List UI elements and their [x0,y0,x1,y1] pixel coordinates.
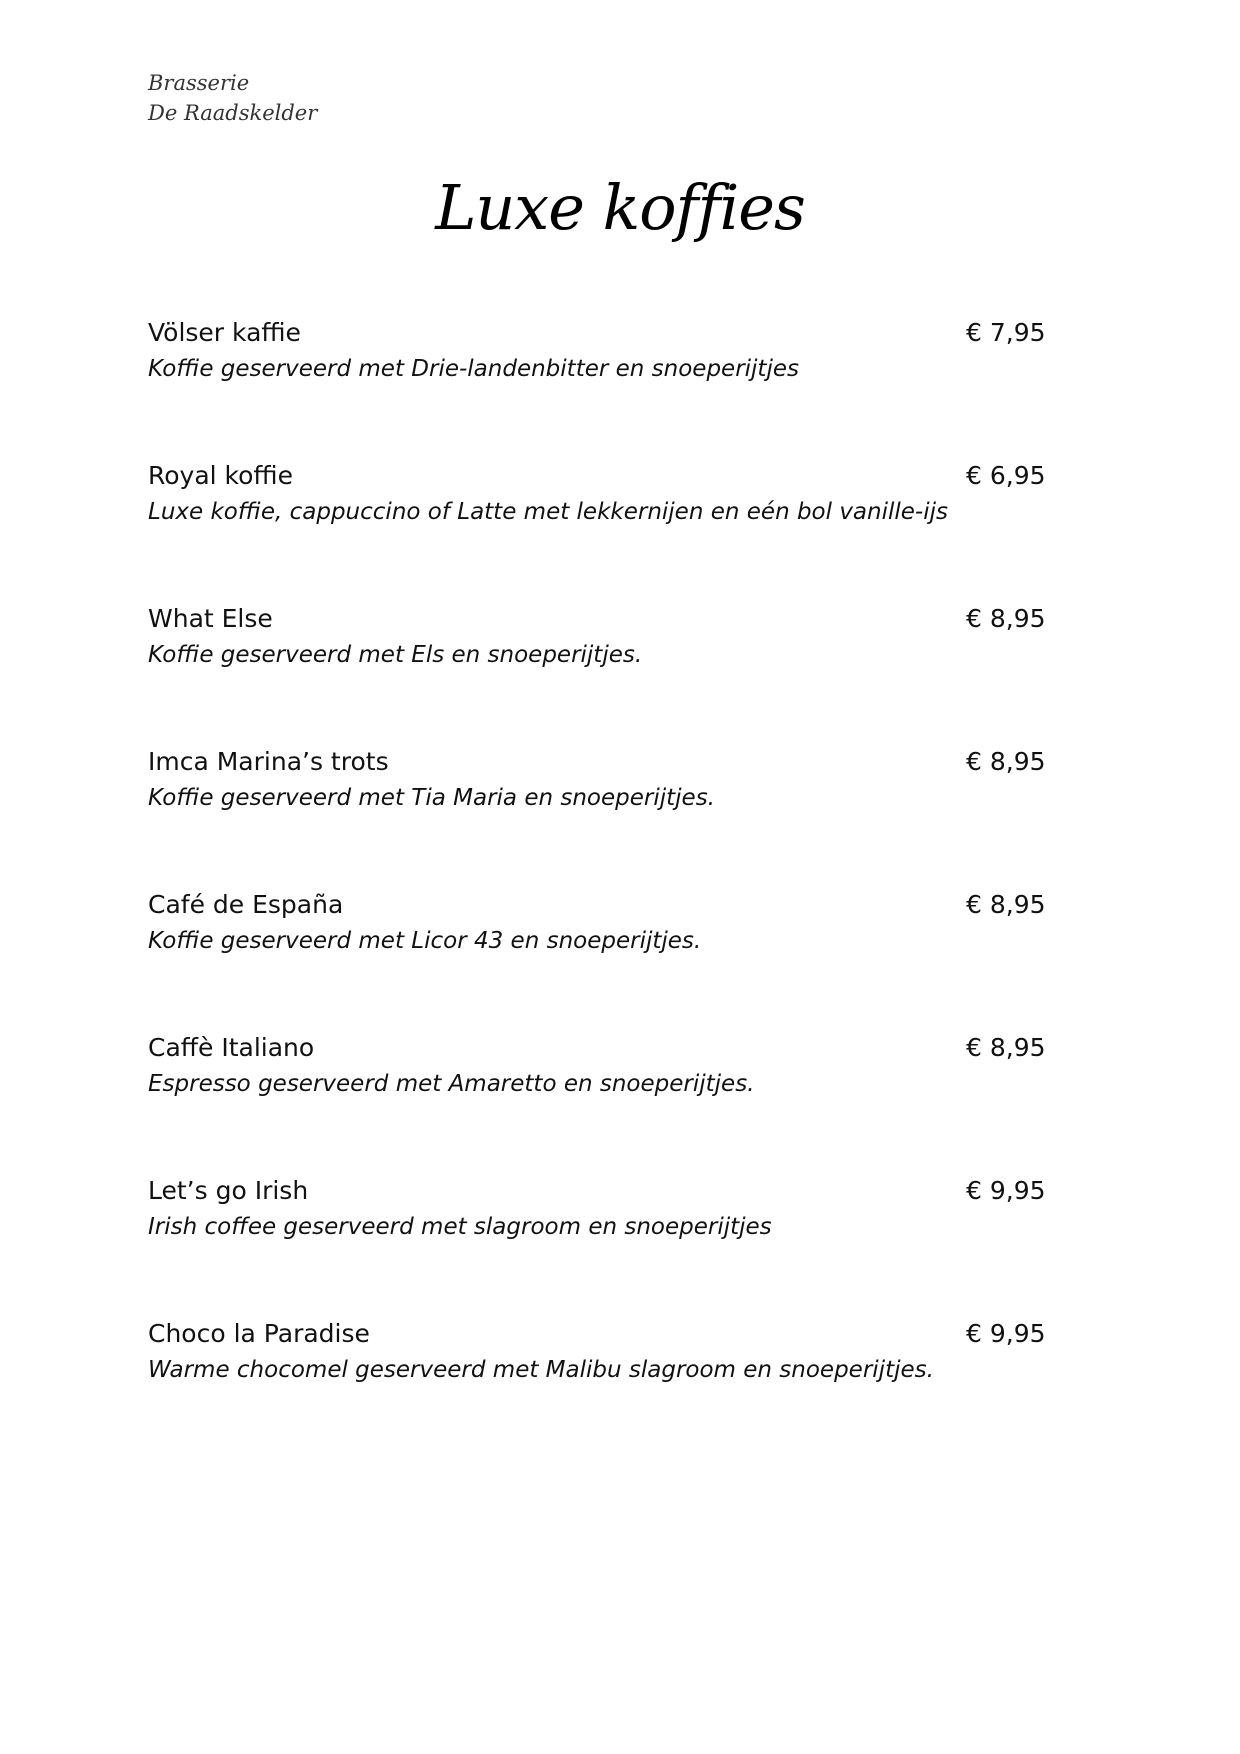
item-price: € 9,95 [966,1176,1046,1205]
menu-item [148,459,1048,602]
menu-item [148,1031,1048,1174]
menu-item [148,1174,1048,1317]
item-description: Koffie geserveerd met Els en snoeperijtjes. [148,642,643,668]
item-description: Espresso geserveerd met Amaretto en snoeperijtjes. [148,1071,755,1097]
item-name: What Else [148,604,273,633]
item-price: € 8,95 [966,604,1046,633]
item-price: € 8,95 [966,747,1046,776]
page-title: Luxe koffies [435,171,805,244]
brand-line-2: De Raadskelder [148,101,318,125]
item-description: Irish coffee geserveerd met slagroom en snoeperijtjes [148,1214,772,1240]
item-name: Imca Marina’s trots [148,747,389,776]
menu-item [148,1317,1048,1460]
brand-header [148,68,317,128]
item-name: Choco la Paradise [148,1319,370,1348]
item-description: Koffie geserveerd met Tia Maria en snoeperijtjes. [148,785,715,811]
item-description: Koffie geserveerd met Drie-landenbitter en snoeperijtjes [148,356,799,382]
item-name: Let’s go Irish [148,1176,309,1205]
brand-line-1: Brasserie [148,71,250,95]
item-name: Völser kaffie [148,318,301,347]
item-name: Caffè Italiano [148,1033,315,1062]
item-description: Koffie geserveerd met Licor 43 en snoeperijtjes. [148,928,702,954]
menu-item [148,602,1048,745]
item-price: € 9,95 [966,1319,1046,1348]
item-price: € 7,95 [966,318,1046,347]
item-price: € 8,95 [966,890,1046,919]
item-description: Luxe koffie, cappuccino of Latte met lekkernijen en eén bol vanille-ijs [148,499,948,525]
item-price: € 8,95 [966,1033,1046,1062]
menu-item [148,888,1048,1031]
item-description: Warme chocomel geserveerd met Malibu slagroom en snoeperijtjes. [148,1357,934,1383]
menu-item [148,745,1048,888]
item-price: € 6,95 [966,461,1046,490]
item-name: Royal koffie [148,461,293,490]
menu-list [148,316,1048,1460]
menu-item [148,316,1048,459]
item-name: Café de España [148,890,344,919]
